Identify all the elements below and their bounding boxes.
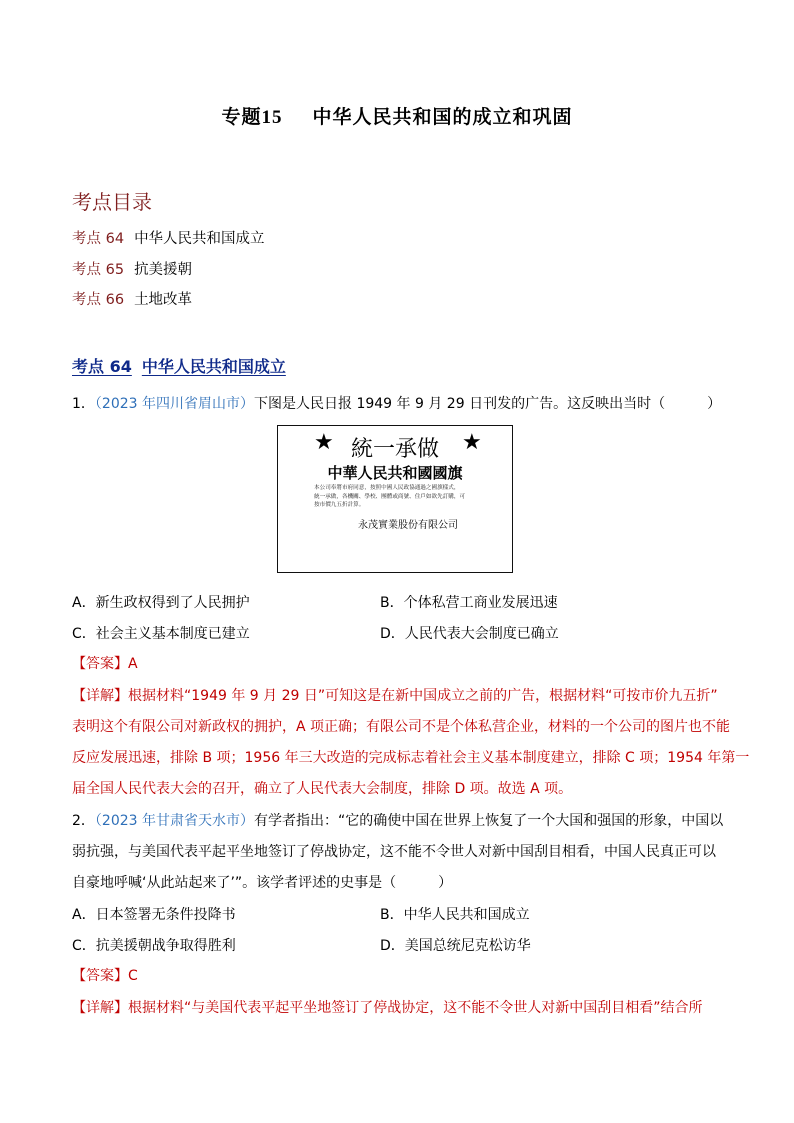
q2-option-a: A．日本签署无条件投降书: [72, 907, 236, 923]
detail-label: 【详解】: [72, 1000, 128, 1016]
q2-stem-line: 自豪地呼喊‘从此站起来了’”。该学者评述的史事是（ ）: [72, 875, 453, 891]
q2-answer: [72, 965, 722, 985]
star-icon: ★: [462, 430, 482, 455]
q2-stem: [72, 810, 722, 830]
q1-answer: [72, 653, 722, 673]
answer-value: A: [128, 656, 138, 672]
q1-source: （2023 年四川省眉山市）: [94, 396, 255, 412]
ad-subtitle: 中華人民共和國國旗: [327, 464, 463, 482]
q2-detail-line: [72, 997, 722, 1017]
section-text: 中华人民共和国成立: [141, 357, 286, 376]
toc-item-code: 考点 66: [72, 292, 125, 308]
ad-body: [314, 484, 490, 510]
q2-number: 2．: [72, 813, 95, 829]
title-prefix: 专题: [221, 106, 262, 128]
toc-item-text: 抗美援朝: [134, 262, 193, 278]
answer-label: 【答案】: [72, 656, 128, 672]
q2-stem-line: 弱抗强，与美国代表平起平坐地签订了停战协定，这不能不令世人对新中国刮目相看，中国人民真正可以: [72, 844, 716, 860]
toc-item-text: 土地改革: [134, 292, 193, 308]
answer-value: C: [128, 968, 138, 984]
newspaper-ad-figure: [277, 425, 513, 573]
answer-label: 【答案】: [72, 968, 128, 984]
q1-option-c: C．社会主义基本制度已建立: [72, 626, 250, 642]
detail-text: 根据材料“1949 年 9 月 29 日”可知这是在新中国成立之前的广告，根据材料“可按市价九五折”: [128, 688, 718, 704]
toc-item-code: 考点 65: [72, 262, 125, 278]
ad-company: 永茂實業股份有限公司: [358, 520, 458, 531]
q2-stem-text: 有学者指出：“它的确使中国在世界上恢复了一个大国和强国的形象，中国以: [254, 813, 724, 829]
section-heading: [72, 354, 286, 377]
detail-label: 【详解】: [72, 688, 128, 704]
q1-option-d: D．人民代表大会制度已确立: [380, 626, 559, 642]
section-code: 考点 64: [72, 357, 132, 376]
toc-item: [72, 288, 192, 309]
ad-body-line: 按市價九五折計算。: [314, 502, 365, 509]
toc-item-text: 中华人民共和国成立: [134, 231, 265, 247]
detail-text: 根据材料“与美国代表平起平坐地签订了停战协定，这不能不令世人对新中国刮目相看”结合所: [128, 1000, 703, 1016]
q1-stem: [72, 393, 722, 413]
toc-item-code: 考点 64: [72, 231, 125, 247]
q2-option-c: C．抗美援朝战争取得胜利: [72, 938, 236, 954]
q1-detail-line: 届全国人民代表大会的召开，确立了人民代表大会制度，排除 D 项。故选 A 项。: [72, 781, 573, 797]
q2-source: （2023 年甘肃省天水市）: [94, 813, 255, 829]
q1-detail-line: 反应发展迅速，排除 B 项；1956 年三大改造的完成标志着社会主义基本制度建立，排除 C 项；1954 年第一: [72, 750, 750, 766]
q1-detail-line: 表明这个有限公司对新政权的拥护，A 项正确；有限公司不是个体私营企业，材料的一个公司的图片也不能: [72, 719, 731, 735]
title-text: 中华人民共和国的成立和巩固: [312, 106, 573, 128]
q1-detail-line: [72, 685, 722, 705]
toc-item: [72, 227, 265, 248]
q1-stem-text: 下图是人民日报 1949 年 9 月 29 日刊发的广告。这反映出当时（ ）: [254, 396, 722, 412]
title-number: 15: [261, 107, 283, 128]
star-icon: ★: [314, 430, 334, 455]
toc-item: [72, 258, 192, 279]
ad-title: 統一承做: [350, 437, 439, 462]
q1-number: 1．: [72, 396, 95, 412]
q1-option-a: A．新生政权得到了人民拥护: [72, 595, 250, 611]
ad-body-line: 本公司奉將市府同意，按照中國人民政協通過之國旗樣式，: [314, 485, 460, 491]
q2-option-b: B．中华人民共和国成立: [380, 907, 530, 923]
q2-option-d: D．美国总统尼克松访华: [380, 938, 531, 954]
page-title: [0, 102, 794, 129]
ad-body-line: 統一承做，各機關、學校、團體或商號、住戶如欲先訂購，可: [314, 493, 466, 500]
q1-option-b: B．个体私营工商业发展迅速: [380, 595, 558, 611]
toc-heading: 考点目录: [72, 190, 152, 214]
